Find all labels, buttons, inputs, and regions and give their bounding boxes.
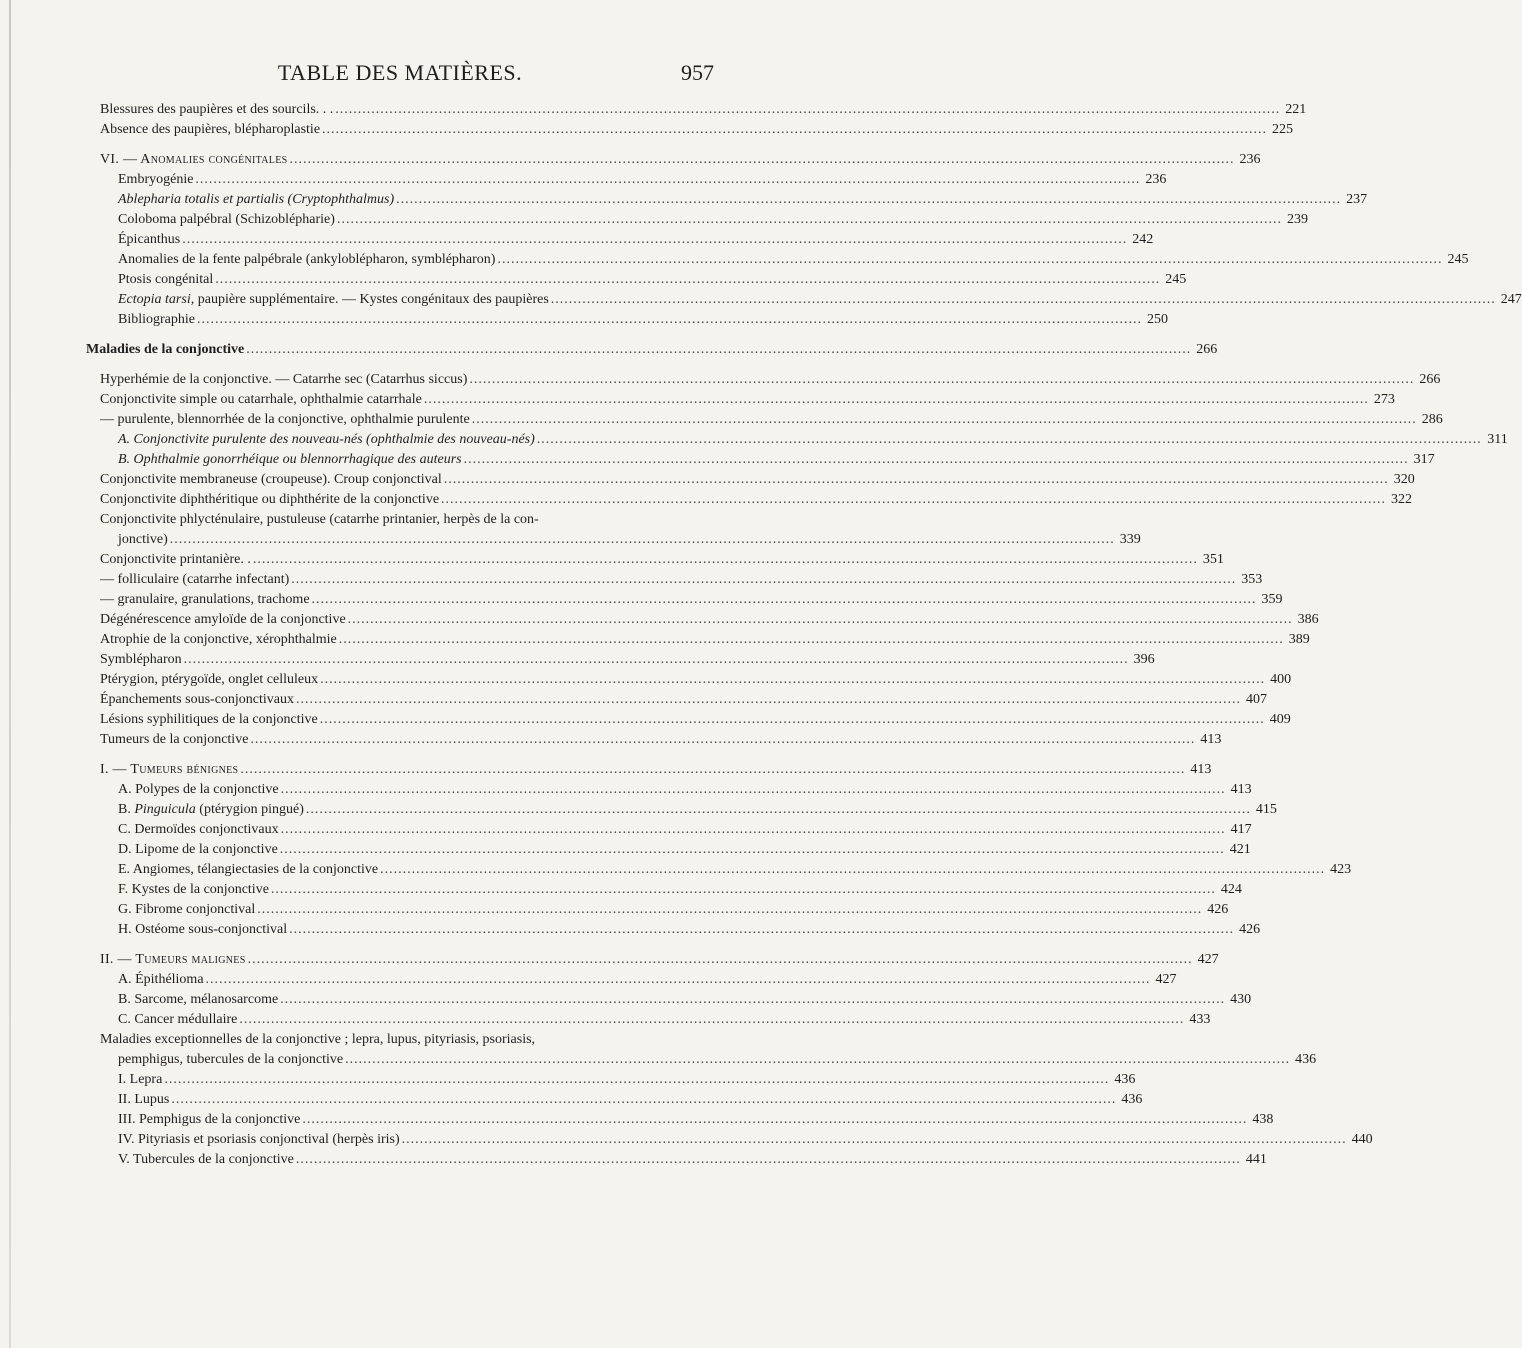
toc-entry-page: 438 bbox=[1252, 1112, 1274, 1127]
toc-entry-title bbox=[118, 430, 535, 450]
toc-entry-text: — folliculaire (catarrhe infectant) bbox=[100, 572, 290, 587]
toc-entry-text: III. Pemphigus de la conjonctive bbox=[118, 1112, 301, 1127]
toc-entry-text: H. Ostéome sous-conjonctival bbox=[118, 922, 288, 937]
toc-entry-title bbox=[118, 210, 335, 230]
toc-entry-title bbox=[118, 1050, 343, 1070]
toc-entry-title bbox=[118, 900, 255, 920]
toc-entry-text: Conjonctivite diphthéritique ou diphthérite de la conjonctive bbox=[100, 492, 440, 507]
toc-entry-text: Conjonctivite phlycténulaire, pustuleuse (catarrhe printanier, herpès de la con- bbox=[100, 512, 539, 527]
toc-entry-page: 242 bbox=[1132, 232, 1154, 247]
dot-leader bbox=[322, 120, 1267, 140]
toc-entry-title bbox=[118, 1070, 162, 1090]
dot-leader bbox=[239, 1010, 1184, 1030]
toc-entry-text: Maladies de la conjonctive bbox=[86, 342, 245, 357]
dot-leader bbox=[472, 410, 1417, 430]
toc-entry-page: 436 bbox=[1114, 1072, 1136, 1087]
toc-entry-text: II. Lupus bbox=[118, 1092, 170, 1107]
toc-entry-text: Conjonctivite membraneuse (croupeuse). Croup conjonctival bbox=[100, 472, 442, 487]
toc-entry bbox=[86, 880, 1242, 900]
toc-entry bbox=[86, 780, 1252, 800]
toc-entry bbox=[86, 800, 1277, 820]
toc-entry-text: Conjonctivite simple ou catarrhale, ophthalmie catarrhale bbox=[100, 392, 422, 407]
toc-entry bbox=[86, 390, 1395, 410]
dot-leader bbox=[197, 310, 1142, 330]
toc-entry-title bbox=[100, 590, 310, 610]
toc-entry bbox=[86, 150, 1261, 170]
toc-entry bbox=[86, 270, 1187, 290]
toc-entry bbox=[86, 550, 1224, 570]
dot-leader bbox=[257, 900, 1202, 920]
toc-entry-page: 273 bbox=[1373, 392, 1395, 407]
toc-entry-title bbox=[100, 390, 422, 410]
toc-entry bbox=[86, 370, 1441, 390]
toc-entry-page: 225 bbox=[1272, 122, 1294, 137]
toc-entry bbox=[86, 170, 1167, 190]
dot-leader bbox=[497, 250, 1442, 270]
toc-entry-page: 426 bbox=[1207, 902, 1229, 917]
toc-entry bbox=[86, 190, 1368, 210]
toc-entry-title bbox=[118, 990, 278, 1010]
toc-entry-title bbox=[86, 340, 244, 360]
toc-entry bbox=[86, 1070, 1136, 1090]
toc-entry-text: — granulaire, granulations, trachome bbox=[100, 592, 310, 607]
toc-entry-page: 421 bbox=[1229, 842, 1251, 857]
running-header bbox=[86, 58, 714, 88]
toc-entry-page: 359 bbox=[1261, 592, 1283, 607]
toc-entry-title bbox=[100, 470, 442, 490]
toc-entry-page: 266 bbox=[1419, 372, 1441, 387]
toc-entry-text: A. Conjonctivite purulente des nouveau-nés (ophthalmie des nouveau-nés) bbox=[118, 432, 535, 447]
toc-entry-title bbox=[118, 1130, 400, 1150]
dot-leader bbox=[246, 340, 1191, 360]
toc-entry-title bbox=[100, 550, 251, 570]
toc-entry-page: 440 bbox=[1351, 1132, 1373, 1147]
table-of-contents bbox=[86, 100, 1522, 1170]
toc-entry bbox=[86, 470, 1415, 490]
toc-entry-page: 351 bbox=[1202, 552, 1224, 567]
dot-leader bbox=[464, 450, 1409, 470]
toc-entry-title bbox=[100, 100, 333, 120]
toc-entry bbox=[86, 490, 1413, 510]
toc-entry-title bbox=[100, 950, 246, 970]
toc-entry-page: 427 bbox=[1155, 972, 1177, 987]
toc-entry-title bbox=[118, 1010, 237, 1030]
toc-entry-page: 413 bbox=[1230, 782, 1252, 797]
dot-leader bbox=[281, 780, 1226, 800]
toc-entry bbox=[86, 340, 1218, 360]
toc-entry bbox=[86, 760, 1212, 780]
toc-entry-title bbox=[100, 150, 287, 170]
toc-entry bbox=[86, 1110, 1274, 1130]
dot-leader bbox=[164, 1070, 1109, 1090]
toc-entry bbox=[86, 510, 714, 530]
toc-entry-page: 436 bbox=[1295, 1052, 1317, 1067]
toc-entry-title bbox=[100, 710, 318, 730]
dot-leader bbox=[348, 610, 1293, 630]
dot-leader bbox=[289, 150, 1234, 170]
dot-leader bbox=[296, 690, 1241, 710]
toc-entry-title bbox=[100, 570, 289, 590]
toc-entry-page: 339 bbox=[1119, 532, 1141, 547]
dot-leader bbox=[280, 990, 1225, 1010]
toc-entry bbox=[86, 920, 1261, 940]
toc-entry-title bbox=[118, 880, 269, 900]
toc-entry-title bbox=[100, 1030, 535, 1050]
toc-entry-page: 409 bbox=[1269, 712, 1291, 727]
toc-entry-title bbox=[118, 230, 180, 250]
toc-entry-title bbox=[100, 670, 318, 690]
toc-entry-text: V. Tubercules de la conjonctive bbox=[118, 1152, 294, 1167]
toc-entry-title bbox=[118, 800, 304, 820]
dot-leader bbox=[337, 210, 1282, 230]
toc-entry-title bbox=[118, 310, 195, 330]
dot-leader bbox=[184, 650, 1129, 670]
toc-entry bbox=[86, 990, 1252, 1010]
toc-entry bbox=[86, 1050, 1317, 1070]
toc-entry bbox=[86, 900, 1229, 920]
toc-entry-text: C. Cancer médullaire bbox=[118, 1012, 238, 1027]
toc-entry bbox=[86, 650, 1155, 670]
toc-entry bbox=[86, 230, 1154, 250]
toc-entry-text: D. Lipome de la conjonctive bbox=[118, 842, 278, 857]
toc-entry-text: Hyperhémie de la conjonctive. — Catarrhe sec (Catarrhus siccus) bbox=[100, 372, 468, 387]
toc-entry bbox=[86, 250, 1469, 270]
dot-leader bbox=[253, 550, 1198, 570]
toc-entry-text: jonctive) bbox=[118, 532, 168, 547]
toc-entry-page: 433 bbox=[1189, 1012, 1211, 1027]
toc-entry-title bbox=[100, 410, 470, 430]
page-title: TABLE DES MATIÈRES. bbox=[277, 60, 523, 85]
page-binding-edge bbox=[9, 0, 11, 1348]
toc-entry-page: 430 bbox=[1230, 992, 1252, 1007]
toc-entry-title bbox=[118, 820, 279, 840]
toc-entry-text: pemphigus, tubercules de la conjonctive bbox=[118, 1052, 344, 1067]
toc-entry-text: Bibliographie bbox=[118, 312, 195, 327]
toc-entry-page: 415 bbox=[1255, 802, 1277, 817]
toc-entry-text: Ptosis congénital bbox=[118, 272, 214, 287]
toc-entry-text: Épanchements sous-conjonctivaux bbox=[100, 692, 295, 707]
toc-entry-title bbox=[118, 1150, 294, 1170]
dot-leader bbox=[469, 370, 1414, 390]
toc-entry bbox=[86, 970, 1177, 990]
toc-entry-title bbox=[100, 760, 238, 780]
toc-entry-text: Embryogénie bbox=[118, 172, 194, 187]
toc-entry bbox=[86, 100, 1307, 120]
toc-entry-text: F. Kystes de la conjonctive bbox=[118, 882, 269, 897]
toc-entry-title bbox=[118, 860, 378, 880]
toc-entry-page: 389 bbox=[1288, 632, 1310, 647]
toc-entry-page: 426 bbox=[1239, 922, 1261, 937]
dot-leader bbox=[402, 1130, 1347, 1150]
toc-entry-page: 413 bbox=[1200, 732, 1222, 747]
toc-entry-page: 353 bbox=[1241, 572, 1263, 587]
dot-leader bbox=[312, 590, 1257, 610]
toc-entry-page: 239 bbox=[1286, 212, 1308, 227]
dot-leader bbox=[195, 170, 1140, 190]
toc-entry bbox=[86, 210, 1308, 230]
dot-leader bbox=[281, 820, 1226, 840]
toc-entry-text: I. Lepra bbox=[118, 1072, 163, 1087]
toc-entry-title bbox=[118, 1090, 169, 1110]
toc-entry-title bbox=[118, 290, 549, 310]
toc-entry-prefix: B. bbox=[118, 802, 135, 817]
dot-leader bbox=[171, 1090, 1116, 1110]
toc-entry-text: Lésions syphilitiques de la conjonctive bbox=[100, 712, 318, 727]
toc-entry-page: 245 bbox=[1165, 272, 1187, 287]
dot-leader bbox=[240, 760, 1185, 780]
toc-entry-title bbox=[100, 610, 346, 630]
dot-leader bbox=[320, 670, 1265, 690]
toc-entry-text: Ablepharia totalis et partialis (Cryptophthalmus) bbox=[118, 192, 395, 207]
toc-entry bbox=[86, 1030, 714, 1050]
dot-leader bbox=[248, 950, 1193, 970]
toc-entry-page: 427 bbox=[1197, 952, 1219, 967]
toc-entry-page: 236 bbox=[1239, 152, 1261, 167]
toc-entry-title bbox=[100, 650, 182, 670]
toc-entry-page: 423 bbox=[1330, 862, 1352, 877]
page-number: 957 bbox=[681, 60, 714, 85]
toc-entry-italic: Pinguicula bbox=[134, 802, 196, 817]
dot-leader bbox=[396, 190, 1341, 210]
dot-leader bbox=[345, 1050, 1290, 1070]
toc-entry-page: 236 bbox=[1145, 172, 1167, 187]
toc-entry-page: 245 bbox=[1447, 252, 1469, 267]
toc-entry-text: Tumeurs de la conjonctive bbox=[100, 732, 249, 747]
toc-entry-text: (ptérygion pingué) bbox=[195, 802, 304, 817]
toc-entry-title bbox=[118, 920, 287, 940]
toc-entry bbox=[86, 290, 1522, 310]
toc-entry-text: — purulente, blennorrhée de la conjonctive, ophthalmie purulente bbox=[100, 412, 470, 427]
dot-leader bbox=[250, 730, 1195, 750]
dot-leader bbox=[551, 290, 1496, 310]
toc-entry-title bbox=[100, 490, 439, 510]
toc-entry bbox=[86, 1010, 1211, 1030]
toc-entry-title bbox=[118, 250, 495, 270]
toc-entry-page: 247 bbox=[1500, 292, 1522, 307]
toc-entry-title bbox=[118, 1110, 300, 1130]
toc-entry-text: Maladies exceptionnelles de la conjonctive ; lepra, lupus, pityriasis, psoriasis, bbox=[100, 1032, 536, 1047]
dot-leader bbox=[182, 230, 1127, 250]
toc-entry-page: 266 bbox=[1196, 342, 1218, 357]
toc-entry-title bbox=[118, 270, 213, 290]
toc-entry-text: Blessures des paupières et des sourcils. . . bbox=[100, 102, 334, 117]
toc-entry-italic: Ectopia tarsi, bbox=[118, 292, 195, 307]
toc-entry bbox=[86, 1150, 1267, 1170]
toc-entry bbox=[86, 570, 1263, 590]
toc-entry-page: 400 bbox=[1270, 672, 1292, 687]
toc-entry-title bbox=[118, 190, 394, 210]
toc-entry bbox=[86, 450, 1435, 470]
toc-entry-page: 436 bbox=[1121, 1092, 1143, 1107]
toc-entry-text: Dégénérescence amyloïde de la conjonctive bbox=[100, 612, 346, 627]
toc-entry-text: G. Fibrome conjonctival bbox=[118, 902, 256, 917]
dot-leader bbox=[215, 270, 1160, 290]
dot-leader bbox=[335, 100, 1280, 120]
toc-entry bbox=[86, 590, 1283, 610]
toc-entry-text: A. Épithélioma bbox=[118, 972, 204, 987]
toc-entry-title bbox=[118, 170, 193, 190]
toc-entry-page: 221 bbox=[1285, 102, 1307, 117]
dot-leader bbox=[280, 840, 1225, 860]
toc-entry bbox=[86, 310, 1168, 330]
toc-entry-text: Absence des paupières, blépharoplastie bbox=[100, 122, 321, 137]
toc-entry-title bbox=[118, 780, 279, 800]
toc-entry-text: Anomalies de la fente palpébrale (ankyloblépharon, symblépharon) bbox=[118, 252, 496, 267]
toc-entry-page: 237 bbox=[1346, 192, 1368, 207]
toc-entry-text: Coloboma palpébral (Schizoblépharie) bbox=[118, 212, 335, 227]
toc-entry-text: B. Ophthalmie gonorrhéique ou blennorrhagique des auteurs bbox=[118, 452, 462, 467]
dot-leader bbox=[380, 860, 1325, 880]
toc-entry-text: Ptérygion, ptérygoïde, onglet celluleux bbox=[100, 672, 319, 687]
dot-leader bbox=[170, 530, 1115, 550]
dot-leader bbox=[424, 390, 1369, 410]
toc-entry bbox=[86, 690, 1268, 710]
toc-entry-text: I. — Tumeurs bénignes bbox=[100, 762, 239, 777]
dot-leader bbox=[271, 880, 1216, 900]
toc-entry bbox=[86, 410, 1443, 430]
toc-entry bbox=[86, 1090, 1143, 1110]
toc-entry bbox=[86, 730, 1222, 750]
toc-entry-text: Conjonctivite printanière. . bbox=[100, 552, 251, 567]
dot-leader bbox=[289, 920, 1234, 940]
toc-entry bbox=[86, 710, 1291, 730]
toc-entry-title bbox=[100, 730, 248, 750]
toc-entry-text: Épicanthus bbox=[118, 232, 181, 247]
toc-entry bbox=[86, 120, 1294, 140]
dot-leader bbox=[206, 970, 1151, 990]
toc-entry-title bbox=[118, 840, 278, 860]
toc-entry-title bbox=[100, 630, 337, 650]
toc-entry-text: B. Sarcome, mélanosarcome bbox=[118, 992, 279, 1007]
toc-entry-title bbox=[100, 370, 467, 390]
toc-entry-page: 441 bbox=[1245, 1152, 1267, 1167]
toc-entry-title bbox=[118, 530, 168, 550]
dot-leader bbox=[296, 1150, 1241, 1170]
toc-entry-text: E. Angiomes, télangiectasies de la conjonctive bbox=[118, 862, 379, 877]
toc-entry-title bbox=[118, 450, 462, 470]
toc-entry-page: 286 bbox=[1421, 412, 1443, 427]
toc-entry bbox=[86, 1130, 1373, 1150]
dot-leader bbox=[320, 710, 1265, 730]
dot-leader bbox=[306, 800, 1251, 820]
toc-entry-page: 424 bbox=[1220, 882, 1242, 897]
toc-entry-text: Atrophie de la conjonctive, xérophthalmie bbox=[100, 632, 337, 647]
toc-entry-text: IV. Pityriasis et psoriasis conjonctival (herpès iris) bbox=[118, 1132, 400, 1147]
dot-leader bbox=[302, 1110, 1247, 1130]
toc-entry-title bbox=[100, 690, 294, 710]
toc-entry-text: VI. — Anomalies congénitales bbox=[100, 152, 288, 167]
toc-entry-title bbox=[100, 120, 320, 140]
toc-entry-title bbox=[100, 510, 539, 530]
toc-entry bbox=[86, 820, 1252, 840]
toc-entry bbox=[86, 530, 1141, 550]
toc-entry-page: 250 bbox=[1147, 312, 1168, 327]
dot-leader bbox=[444, 470, 1389, 490]
toc-entry-text: II. — Tumeurs malignes bbox=[100, 952, 246, 967]
dot-leader bbox=[441, 490, 1386, 510]
toc-entry-page: 322 bbox=[1391, 492, 1413, 507]
toc-entry-page: 413 bbox=[1190, 762, 1212, 777]
toc-entry bbox=[86, 950, 1219, 970]
toc-entry bbox=[86, 670, 1292, 690]
toc-entry-page: 396 bbox=[1133, 652, 1155, 667]
toc-entry bbox=[86, 860, 1352, 880]
dot-leader bbox=[537, 430, 1482, 450]
dot-leader bbox=[339, 630, 1284, 650]
toc-entry-text: Symblépharon bbox=[100, 652, 182, 667]
toc-entry-page: 407 bbox=[1246, 692, 1268, 707]
toc-entry bbox=[86, 430, 1508, 450]
toc-entry-title bbox=[118, 970, 204, 990]
toc-entry-page: 417 bbox=[1230, 822, 1252, 837]
toc-entry bbox=[86, 840, 1251, 860]
toc-entry-page: 386 bbox=[1297, 612, 1319, 627]
toc-entry-page: 317 bbox=[1413, 452, 1435, 467]
toc-entry bbox=[86, 610, 1319, 630]
toc-entry-page: 311 bbox=[1487, 432, 1508, 447]
toc-entry-page: 320 bbox=[1393, 472, 1415, 487]
toc-entry bbox=[86, 630, 1310, 650]
toc-entry-text: C. Dermoïdes conjonctivaux bbox=[118, 822, 279, 837]
toc-entry-text: paupière supplémentaire. — Kystes congénitaux des paupières bbox=[194, 292, 549, 307]
toc-entry-text: A. Polypes de la conjonctive bbox=[118, 782, 279, 797]
dot-leader bbox=[291, 570, 1236, 590]
